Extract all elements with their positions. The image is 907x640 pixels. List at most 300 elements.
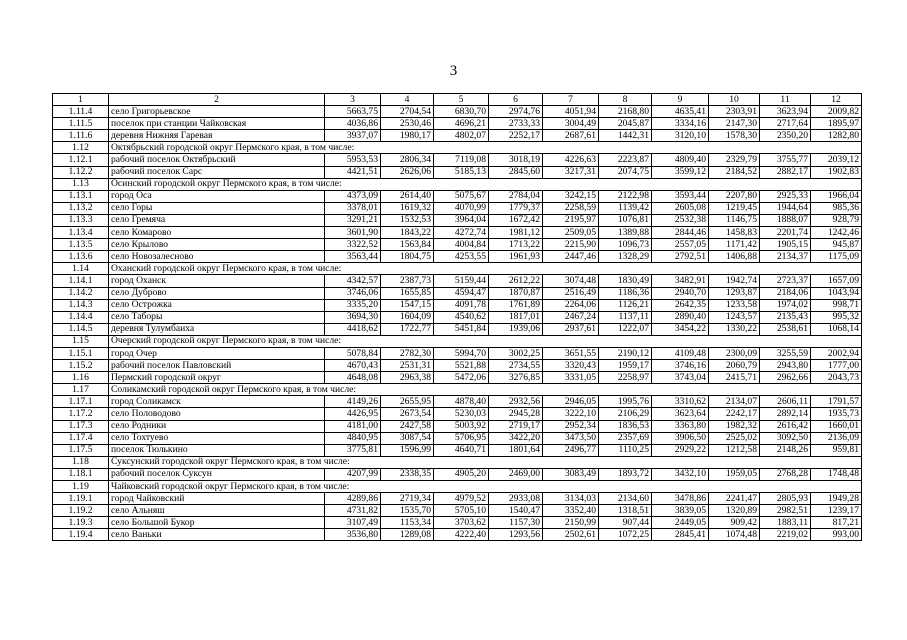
value-cell: 2792,51 — [652, 251, 709, 263]
section-title: Осинский городской округ Пермского края, в том числе: — [109, 178, 862, 190]
value-cell: 3743,04 — [652, 372, 709, 384]
settlement-name: село Тохтуево — [109, 432, 325, 444]
value-cell: 2612,22 — [489, 275, 543, 287]
value-cell: 3937,07 — [325, 130, 381, 142]
value-cell: 3276,85 — [489, 372, 543, 384]
value-cell: 2039,12 — [811, 154, 862, 166]
value-cell: 2148,26 — [760, 444, 811, 456]
value-cell: 3746,16 — [652, 360, 709, 372]
value-cell: 4802,07 — [434, 130, 489, 142]
value-cell: 2106,29 — [599, 408, 652, 420]
value-cell: 1219,45 — [709, 202, 760, 214]
value-cell: 1596,99 — [381, 444, 434, 456]
tariff-table — [52, 93, 862, 541]
value-cell: 5472,06 — [434, 372, 489, 384]
settlement-name: рабочий поселок Павловский — [109, 360, 325, 372]
value-cell: 2734,55 — [489, 360, 543, 372]
value-cell: 2502,61 — [543, 529, 599, 541]
value-cell: 1074,48 — [709, 529, 760, 541]
value-cell: 1817,01 — [489, 311, 543, 323]
settlement-name: город Очер — [109, 347, 325, 359]
row-code: 1.15.2 — [53, 360, 109, 372]
value-cell: 3134,03 — [543, 493, 599, 505]
value-cell: 1949,28 — [811, 493, 862, 505]
row-code: 1.17.2 — [53, 408, 109, 420]
value-cell: 5953,53 — [325, 154, 381, 166]
value-cell: 1657,09 — [811, 275, 862, 287]
value-cell: 2844,46 — [652, 227, 709, 239]
settlement-name: город Оса — [109, 190, 325, 202]
row-code: 1.12 — [53, 142, 109, 154]
value-cell: 4091,78 — [434, 299, 489, 311]
settlement-name: село Большой Букор — [109, 517, 325, 529]
value-cell: 1944,64 — [760, 202, 811, 214]
column-header: 7 — [543, 94, 599, 106]
row-code: 1.17 — [53, 384, 109, 396]
value-cell: 2723,37 — [760, 275, 811, 287]
value-cell: 1282,80 — [811, 130, 862, 142]
row-code: 1.14.3 — [53, 299, 109, 311]
value-cell: 2768,28 — [760, 468, 811, 480]
value-cell: 3255,59 — [760, 347, 811, 359]
row-code: 1.12.1 — [53, 154, 109, 166]
value-cell: 3074,48 — [543, 275, 599, 287]
value-cell: 2717,64 — [760, 118, 811, 130]
section-row — [53, 263, 862, 275]
value-cell: 2946,05 — [543, 396, 599, 408]
section-row — [53, 335, 862, 347]
column-header: 8 — [599, 94, 652, 106]
table-row — [53, 154, 862, 166]
value-cell: 3623,94 — [760, 106, 811, 118]
value-cell: 2427,58 — [381, 420, 434, 432]
table-row — [53, 202, 862, 214]
row-code: 1.19.4 — [53, 529, 109, 541]
value-cell: 3536,80 — [325, 529, 381, 541]
value-cell: 4635,41 — [652, 106, 709, 118]
value-cell: 2538,61 — [760, 323, 811, 335]
value-cell: 1660,01 — [811, 420, 862, 432]
settlement-name: город Соликамск — [109, 396, 325, 408]
value-cell: 1320,89 — [709, 505, 760, 517]
value-cell: 3593,44 — [652, 190, 709, 202]
value-cell: 2350,20 — [760, 130, 811, 142]
value-cell: 2687,61 — [543, 130, 599, 142]
value-cell: 3651,55 — [543, 347, 599, 359]
settlement-name: село Альняш — [109, 505, 325, 517]
row-code: 1.19 — [53, 481, 109, 493]
row-code: 1.17.4 — [53, 432, 109, 444]
row-code: 1.17.3 — [53, 420, 109, 432]
row-code: 1.15.1 — [53, 347, 109, 359]
value-cell: 4905,20 — [434, 468, 489, 480]
value-cell: 2184,06 — [760, 287, 811, 299]
value-cell: 2532,38 — [652, 214, 709, 226]
value-cell: 3217,31 — [543, 166, 599, 178]
value-cell: 4809,40 — [652, 154, 709, 166]
value-cell: 1966,04 — [811, 190, 862, 202]
row-code: 1.15 — [53, 335, 109, 347]
value-cell: 4051,94 — [543, 106, 599, 118]
value-cell: 2719,34 — [381, 493, 434, 505]
value-cell: 3378,01 — [325, 202, 381, 214]
value-cell: 2300,09 — [709, 347, 760, 359]
value-cell: 1830,49 — [599, 275, 652, 287]
value-cell: 2704,54 — [381, 106, 434, 118]
value-cell: 1713,22 — [489, 239, 543, 251]
value-cell: 3334,16 — [652, 118, 709, 130]
value-cell: 3363,80 — [652, 420, 709, 432]
value-cell: 3320,43 — [543, 360, 599, 372]
value-cell: 3478,86 — [652, 493, 709, 505]
value-cell: 4540,62 — [434, 311, 489, 323]
value-cell: 1779,37 — [489, 202, 543, 214]
value-cell: 4731,82 — [325, 505, 381, 517]
table-row — [53, 529, 862, 541]
value-cell: 2937,61 — [543, 323, 599, 335]
value-cell: 1905,15 — [760, 239, 811, 251]
value-cell: 2605,08 — [652, 202, 709, 214]
value-cell: 5075,67 — [434, 190, 489, 202]
value-cell: 1242,46 — [811, 227, 862, 239]
value-cell: 2933,08 — [489, 493, 543, 505]
value-cell: 1604,09 — [381, 311, 434, 323]
table-row — [53, 239, 862, 251]
value-cell: 1532,53 — [381, 214, 434, 226]
value-cell: 3083,49 — [543, 468, 599, 480]
value-cell: 1563,84 — [381, 239, 434, 251]
value-cell: 1540,47 — [489, 505, 543, 517]
value-cell: 2525,02 — [709, 432, 760, 444]
settlement-name: село Острожка — [109, 299, 325, 311]
table-row — [53, 130, 862, 142]
value-cell: 3694,30 — [325, 311, 381, 323]
value-cell: 2190,12 — [599, 347, 652, 359]
row-code: 1.13.6 — [53, 251, 109, 263]
value-cell: 3310,62 — [652, 396, 709, 408]
value-cell: 2509,05 — [543, 227, 599, 239]
value-cell: 1289,08 — [381, 529, 434, 541]
value-cell: 1761,89 — [489, 299, 543, 311]
value-cell: 1442,31 — [599, 130, 652, 142]
value-cell: 4342,57 — [325, 275, 381, 287]
value-cell: 3599,12 — [652, 166, 709, 178]
value-cell: 4979,52 — [434, 493, 489, 505]
value-cell: 1893,72 — [599, 468, 652, 480]
table-row — [53, 251, 862, 263]
value-cell: 2009,82 — [811, 106, 862, 118]
value-cell: 2060,79 — [709, 360, 760, 372]
value-cell: 2135,43 — [760, 311, 811, 323]
value-cell: 2357,69 — [599, 432, 652, 444]
section-row — [53, 481, 862, 493]
value-cell: 4272,74 — [434, 227, 489, 239]
table-row — [53, 360, 862, 372]
row-code: 1.12.2 — [53, 166, 109, 178]
value-cell: 2882,17 — [760, 166, 811, 178]
settlement-name: деревня Нижняя Гаревая — [109, 130, 325, 142]
value-cell: 2329,79 — [709, 154, 760, 166]
section-row — [53, 384, 862, 396]
value-cell: 1043,94 — [811, 287, 862, 299]
row-code: 1.13.4 — [53, 227, 109, 239]
row-code: 1.11.6 — [53, 130, 109, 142]
value-cell: 2223,87 — [599, 154, 652, 166]
value-cell: 1619,32 — [381, 202, 434, 214]
value-cell: 959,81 — [811, 444, 862, 456]
value-cell: 2606,11 — [760, 396, 811, 408]
row-code: 1.18 — [53, 456, 109, 468]
settlement-name: город Оханск — [109, 275, 325, 287]
settlement-name: село Дуброво — [109, 287, 325, 299]
value-cell: 1243,57 — [709, 311, 760, 323]
value-cell: 2387,73 — [381, 275, 434, 287]
row-code: 1.14.1 — [53, 275, 109, 287]
value-cell: 3623,64 — [652, 408, 709, 420]
value-cell: 3432,10 — [652, 468, 709, 480]
table-row — [53, 118, 862, 130]
value-cell: 7119,08 — [434, 154, 489, 166]
table-row — [53, 275, 862, 287]
table-row — [53, 166, 862, 178]
value-cell: 1902,83 — [811, 166, 862, 178]
value-cell: 3107,49 — [325, 517, 381, 529]
settlement-name: село Гремяча — [109, 214, 325, 226]
value-cell: 1791,57 — [811, 396, 862, 408]
value-cell: 2303,91 — [709, 106, 760, 118]
value-cell: 1982,32 — [709, 420, 760, 432]
row-code: 1.14.2 — [53, 287, 109, 299]
value-cell: 4648,08 — [325, 372, 381, 384]
section-title: Суксунский городской округ Пермского края, в том числе: — [109, 456, 862, 468]
row-code: 1.16 — [53, 372, 109, 384]
value-cell: 3335,20 — [325, 299, 381, 311]
value-cell: 2982,51 — [760, 505, 811, 517]
value-cell: 3087,54 — [381, 432, 434, 444]
value-cell: 3002,25 — [489, 347, 543, 359]
value-cell: 2134,07 — [709, 396, 760, 408]
table-row — [53, 106, 862, 118]
value-cell: 1981,12 — [489, 227, 543, 239]
value-cell: 1935,73 — [811, 408, 862, 420]
row-code: 1.13 — [53, 178, 109, 190]
value-cell: 3473,50 — [543, 432, 599, 444]
value-cell: 1722,77 — [381, 323, 434, 335]
value-cell: 1995,76 — [599, 396, 652, 408]
value-cell: 3222,10 — [543, 408, 599, 420]
value-cell: 2531,31 — [381, 360, 434, 372]
value-cell: 2496,77 — [543, 444, 599, 456]
value-cell: 3746,06 — [325, 287, 381, 299]
value-cell: 3482,91 — [652, 275, 709, 287]
value-cell: 2733,33 — [489, 118, 543, 130]
section-row — [53, 456, 862, 468]
value-cell: 2150,99 — [543, 517, 599, 529]
value-cell: 2557,05 — [652, 239, 709, 251]
value-cell: 4418,62 — [325, 323, 381, 335]
settlement-name: село Половодово — [109, 408, 325, 420]
value-cell: 1836,53 — [599, 420, 652, 432]
value-cell: 1175,09 — [811, 251, 862, 263]
settlement-name: рабочий поселок Суксун — [109, 468, 325, 480]
row-code: 1.13.3 — [53, 214, 109, 226]
value-cell: 1233,58 — [709, 299, 760, 311]
row-code: 1.19.3 — [53, 517, 109, 529]
settlement-name: деревня Тулумбаиха — [109, 323, 325, 335]
table-row — [53, 323, 862, 335]
value-cell: 2002,94 — [811, 347, 862, 359]
value-cell: 1883,11 — [760, 517, 811, 529]
table-row — [53, 214, 862, 226]
value-cell: 1222,07 — [599, 323, 652, 335]
value-cell: 5994,70 — [434, 347, 489, 359]
value-cell: 4181,00 — [325, 420, 381, 432]
value-cell: 1072,25 — [599, 529, 652, 541]
value-cell: 4222,40 — [434, 529, 489, 541]
section-title: Оханский городской округ Пермского края, в том числе: — [109, 263, 862, 275]
value-cell: 2516,49 — [543, 287, 599, 299]
value-cell: 6830,70 — [434, 106, 489, 118]
value-cell: 2945,28 — [489, 408, 543, 420]
value-cell: 1157,30 — [489, 517, 543, 529]
value-cell: 2614,40 — [381, 190, 434, 202]
value-cell: 1777,00 — [811, 360, 862, 372]
value-cell: 2134,37 — [760, 251, 811, 263]
value-cell: 4696,21 — [434, 118, 489, 130]
value-cell: 1870,87 — [489, 287, 543, 299]
settlement-name: поселок при станции Чайковская — [109, 118, 325, 130]
value-cell: 5003,92 — [434, 420, 489, 432]
row-code: 1.17.1 — [53, 396, 109, 408]
value-cell: 2168,80 — [599, 106, 652, 118]
column-header: 12 — [811, 94, 862, 106]
row-code: 1.14 — [53, 263, 109, 275]
value-cell: 1110,25 — [599, 444, 652, 456]
value-cell: 4840,95 — [325, 432, 381, 444]
value-cell: 1293,87 — [709, 287, 760, 299]
section-title: Чайковский городской округ Пермского края, в том числе: — [109, 481, 862, 493]
table-row — [53, 468, 862, 480]
row-code: 1.19.1 — [53, 493, 109, 505]
value-cell: 2469,00 — [489, 468, 543, 480]
value-cell: 1974,02 — [760, 299, 811, 311]
column-header: 9 — [652, 94, 709, 106]
value-cell: 4253,55 — [434, 251, 489, 263]
settlement-name: село Таборы — [109, 311, 325, 323]
value-cell: 4594,47 — [434, 287, 489, 299]
value-cell: 2806,34 — [381, 154, 434, 166]
table-row — [53, 505, 862, 517]
table-row — [53, 444, 862, 456]
value-cell: 1318,51 — [599, 505, 652, 517]
value-cell: 5663,75 — [325, 106, 381, 118]
value-cell: 2207,80 — [709, 190, 760, 202]
value-cell: 3018,19 — [489, 154, 543, 166]
value-cell: 2043,73 — [811, 372, 862, 384]
row-code: 1.13.1 — [53, 190, 109, 202]
table-row — [53, 420, 862, 432]
value-cell: 2929,22 — [652, 444, 709, 456]
value-cell: 945,87 — [811, 239, 862, 251]
value-cell: 2415,71 — [709, 372, 760, 384]
value-cell: 2890,40 — [652, 311, 709, 323]
section-title: Октябрьский городской округ Пермского края, в том числе: — [109, 142, 862, 154]
value-cell: 2940,70 — [652, 287, 709, 299]
section-row — [53, 142, 862, 154]
table-row — [53, 299, 862, 311]
value-cell: 3601,90 — [325, 227, 381, 239]
value-cell: 2892,14 — [760, 408, 811, 420]
value-cell: 5451,84 — [434, 323, 489, 335]
table-body — [53, 94, 862, 541]
value-cell: 2530,46 — [381, 118, 434, 130]
value-cell: 4640,71 — [434, 444, 489, 456]
value-cell: 1672,42 — [489, 214, 543, 226]
value-cell: 2242,17 — [709, 408, 760, 420]
table-header-row — [53, 94, 862, 106]
value-cell: 1212,58 — [709, 444, 760, 456]
value-cell: 2719,17 — [489, 420, 543, 432]
value-cell: 1804,75 — [381, 251, 434, 263]
value-cell: 2943,80 — [760, 360, 811, 372]
row-code: 1.17.5 — [53, 444, 109, 456]
column-header: 2 — [109, 94, 325, 106]
value-cell: 2252,17 — [489, 130, 543, 142]
value-cell: 1139,42 — [599, 202, 652, 214]
value-cell: 2184,52 — [709, 166, 760, 178]
value-cell: 3322,52 — [325, 239, 381, 251]
value-cell: 3755,77 — [760, 154, 811, 166]
row-code: 1.14.4 — [53, 311, 109, 323]
value-cell: 1328,29 — [599, 251, 652, 263]
value-cell: 4004,84 — [434, 239, 489, 251]
value-cell: 2845,60 — [489, 166, 543, 178]
value-cell: 2136,09 — [811, 432, 862, 444]
value-cell: 1843,22 — [381, 227, 434, 239]
value-cell: 995,32 — [811, 311, 862, 323]
value-cell: 4149,26 — [325, 396, 381, 408]
value-cell: 1146,75 — [709, 214, 760, 226]
value-cell: 1939,06 — [489, 323, 543, 335]
column-header: 1 — [53, 94, 109, 106]
column-header: 11 — [760, 94, 811, 106]
value-cell: 2449,05 — [652, 517, 709, 529]
value-cell: 3703,62 — [434, 517, 489, 529]
table-row — [53, 372, 862, 384]
value-cell: 1076,81 — [599, 214, 652, 226]
value-cell: 1535,70 — [381, 505, 434, 517]
value-cell: 2338,35 — [381, 468, 434, 480]
value-cell: 1171,42 — [709, 239, 760, 251]
value-cell: 2264,06 — [543, 299, 599, 311]
settlement-name: рабочий поселок Сарс — [109, 166, 325, 178]
value-cell: 1748,48 — [811, 468, 862, 480]
settlement-name: село Ваньки — [109, 529, 325, 541]
value-cell: 4109,48 — [652, 347, 709, 359]
row-code: 1.18.1 — [53, 468, 109, 480]
value-cell: 5705,10 — [434, 505, 489, 517]
value-cell: 2195,97 — [543, 214, 599, 226]
value-cell: 1406,88 — [709, 251, 760, 263]
value-cell: 2782,30 — [381, 347, 434, 359]
value-cell: 1186,36 — [599, 287, 652, 299]
row-code: 1.13.2 — [53, 202, 109, 214]
column-header: 5 — [434, 94, 489, 106]
value-cell: 4226,63 — [543, 154, 599, 166]
value-cell: 4373,09 — [325, 190, 381, 202]
value-cell: 5185,13 — [434, 166, 489, 178]
value-cell: 3906,50 — [652, 432, 709, 444]
